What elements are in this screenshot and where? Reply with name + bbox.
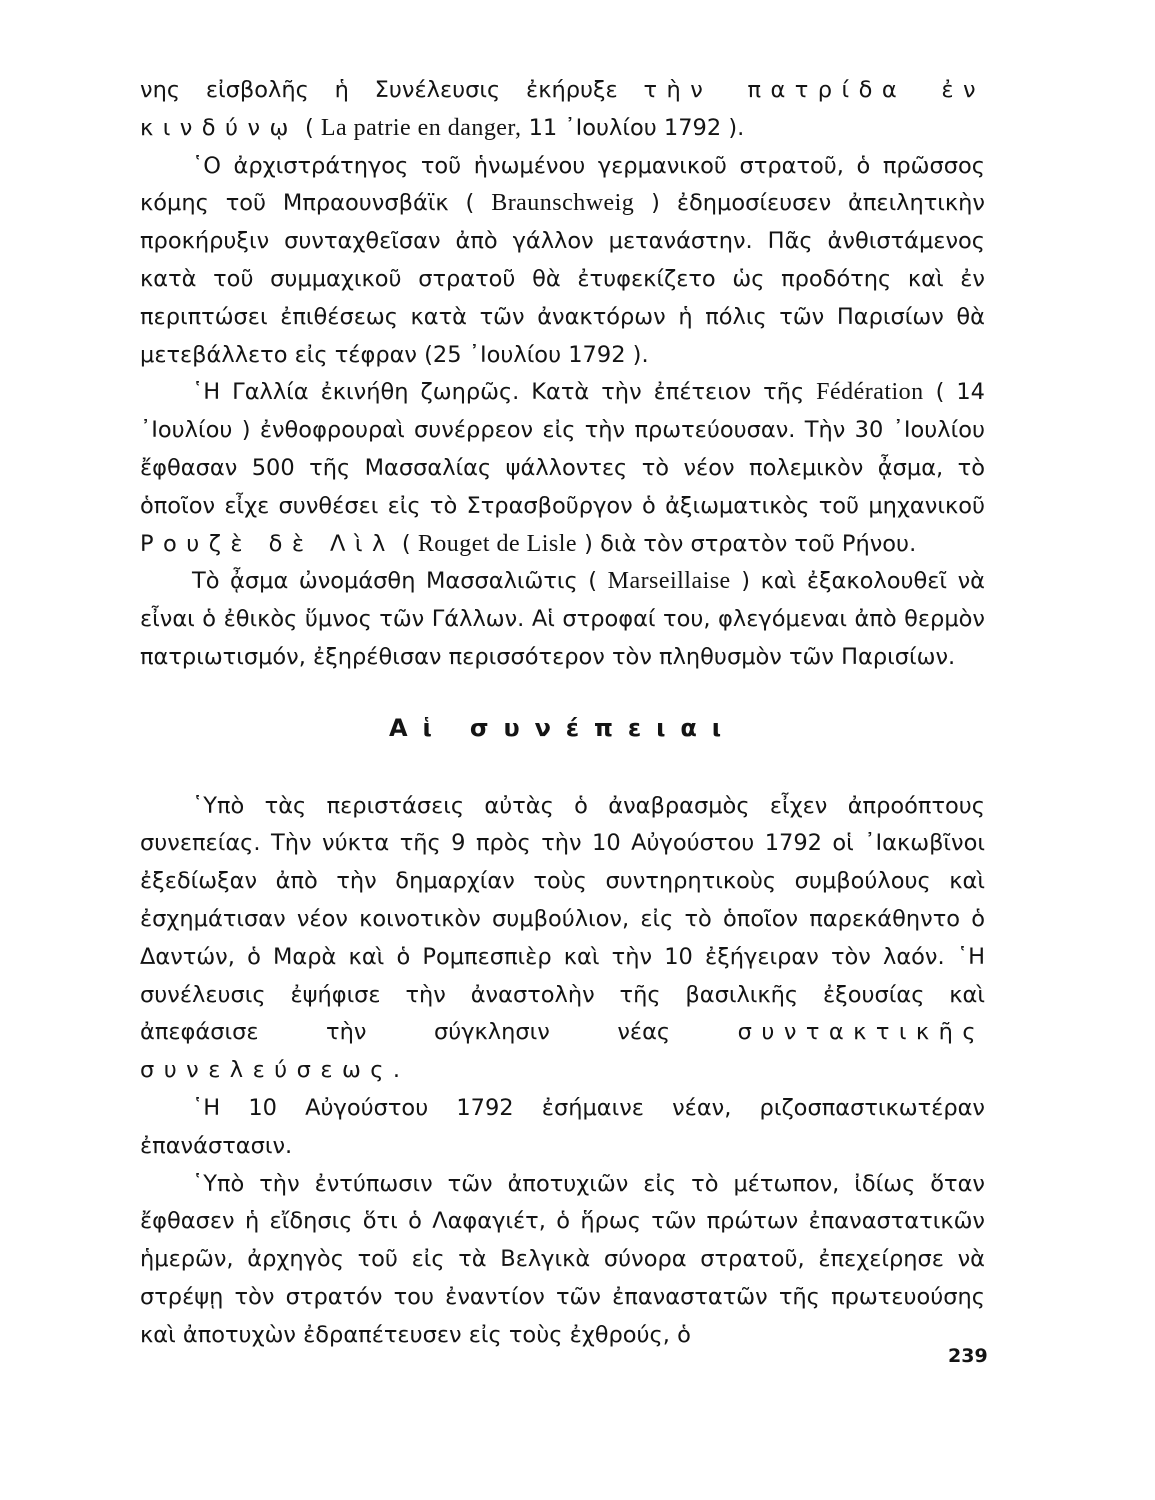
spaced-text: συντακτικῆς συνελεύσεως. <box>140 1019 985 1084</box>
text-run: ( <box>304 114 321 141</box>
text-run: ) ἐδημοσίευσεν ἀπειλητικὴν προκήρυξιν συνταχθεῖσαν ἀπὸ γάλλον μετανάστην. Πᾶς ἀνθιστάμενος κατὰ τοῦ συμμαχικοῦ στρατοῦ θὰ ἐτυφεκίζετο ὡς προδότης καὶ ἐν περιπτώσει ἐπιθέσεως κατὰ τῶν ἀνακτόρων ἡ πόλις τῶν Παρισίων θὰ μετεβάλλετο εἰς τέφραν (25 ᾿Ιουλίου 1792 ). <box>140 190 986 368</box>
spaced-text: Ρουζὲ δὲ Λὶλ <box>140 530 395 557</box>
text-run: νης εἰσβολῆς ἡ Συνέλευσις ἐκήρυξε <box>140 77 644 103</box>
text-run: 11 ᾿Ιουλίου 1792 ). <box>521 114 745 141</box>
latin-text: La patrie en danger, <box>320 114 522 141</box>
paragraph-3 <box>140 374 985 563</box>
paragraph-2 <box>140 148 985 375</box>
latin-text: Rouget de Lisle <box>417 530 577 557</box>
paragraph-7: ῾Υπὸ τὴν ἐντύπωσιν τῶν ἀποτυχιῶν εἰς τὸ μέτωπον, ἰδίως ὅταν ἔφθασεν ἡ εἴδησις ὅτι ὁ Λαφαγιέτ, ὁ ἥρως τῶν πρώτων ἐπαναστατικῶν ἡμερῶν, ἀρχηγὸς τοῦ εἰς τὰ Βελγικὰ σύνορα στρατοῦ, ἐπεχείρησε νὰ στρέψῃ τὸν στρατόν του ἐναντίον τῶν ἐπαναστατῶν τῆς πρωτευούσης καὶ ἀποτυχὼν ἐδραπέτευσεν εἰς τοὺς ἐχθρούς, ὁ <box>140 1170 985 1348</box>
latin-text: Braunschweig <box>491 190 635 217</box>
text-run: ) διὰ τὸν στρατὸν τοῦ Ρήνου. <box>576 530 917 557</box>
page-number: 239 <box>948 1345 988 1367</box>
text-run: Τὸ ᾆσμα ὠνομάσθη Μασσαλιῶτις ( <box>192 568 608 595</box>
text-run: ῾Υπὸ τὰς περιστάσεις αὐτὰς ὁ ἀναβρασμὸς εἶχεν ἀπροόπτους συνεπείας. Τὴν νύκτα τῆς 9 πρὸς τὴν 10 Αὐγούστου 1792 οἱ ᾿Ιακωβῖνοι ἐξεδίωξαν ἀπὸ τὴν δημαρχίαν τοὺς συντηρητικοὺς συμβούλους καὶ ἐσχημάτισαν νέον κοινοτικὸν συμβούλιον, εἰς τὸ ὁποῖον παρεκάθηντο ὁ Δαντών, ὁ Μαρὰ καὶ ὁ Ρομπεσπιὲρ καὶ τὴν 10 ἐξήγειραν τὸν λαόν. ῾Η συνέλευσις ἐψήφισε τὴν ἀναστολὴν τῆς βασιλικῆς ἐξουσίας καὶ ἀπεφάσισε τὴν σύγκλησιν νέας <box>140 792 985 1046</box>
text-run: ( <box>394 530 418 557</box>
page-text <box>140 72 985 1355</box>
paragraph-4 <box>140 563 985 676</box>
spaced-text: τὴν πατρίδα ἐν κινδύνῳ <box>140 77 985 141</box>
latin-text: Fédération <box>816 379 924 406</box>
paragraph-6: ῾Η 10 Αὐγούστου 1792 ἐσήμαινε νέαν, ριζοσπαστικωτέραν ἐπανάστασιν. <box>140 1094 985 1159</box>
text-run: ) καὶ ἐξακολουθεῖ νὰ εἶναι ὁ ἐθικὸς ὕμνος τῶν Γάλλων. Αἱ στροφαί του, φλεγόμεναι ἀπὸ θερμὸν πατριωτισμόν, ἐξηρέθισαν περισσότερον τὸν πληθυσμὸν τῶν Παρισίων. <box>140 568 985 670</box>
paragraph-1 <box>140 72 985 148</box>
paragraph-5 <box>140 788 985 1090</box>
text-run: ῾Η Γαλλία ἐκινήθη ζωηρῶς. Κατὰ τὴν ἐπέτειον τῆς <box>192 379 817 406</box>
text-run: ῾Ο ἀρχιστράτηγος τοῦ ἡνωμένου γερμανικοῦ στρατοῦ, ὁ πρῶσσος κόμης τοῦ Μπραουνσβάϊκ ( <box>140 152 985 217</box>
text-run: ( 14 ᾿Ιουλίου ) ἐνθοφρουραὶ συνέρρεον εἰς τὴν πρωτεύουσαν. Τὴν 30 ᾿Ιουλίου ἔφθασαν 500 τῆς Μασσαλίας ψάλλοντες τὸ νέον πολεμικὸν ᾆσμα, τὸ ὁποῖον εἶχε συνθέσει εἰς τὸ Στρασβοῦργον ὁ ἀξιωματικὸς τοῦ μηχανικοῦ <box>140 379 985 519</box>
section-heading: Αἱ συνέπειαι <box>389 713 736 742</box>
latin-text: Marseillaise <box>607 568 731 595</box>
